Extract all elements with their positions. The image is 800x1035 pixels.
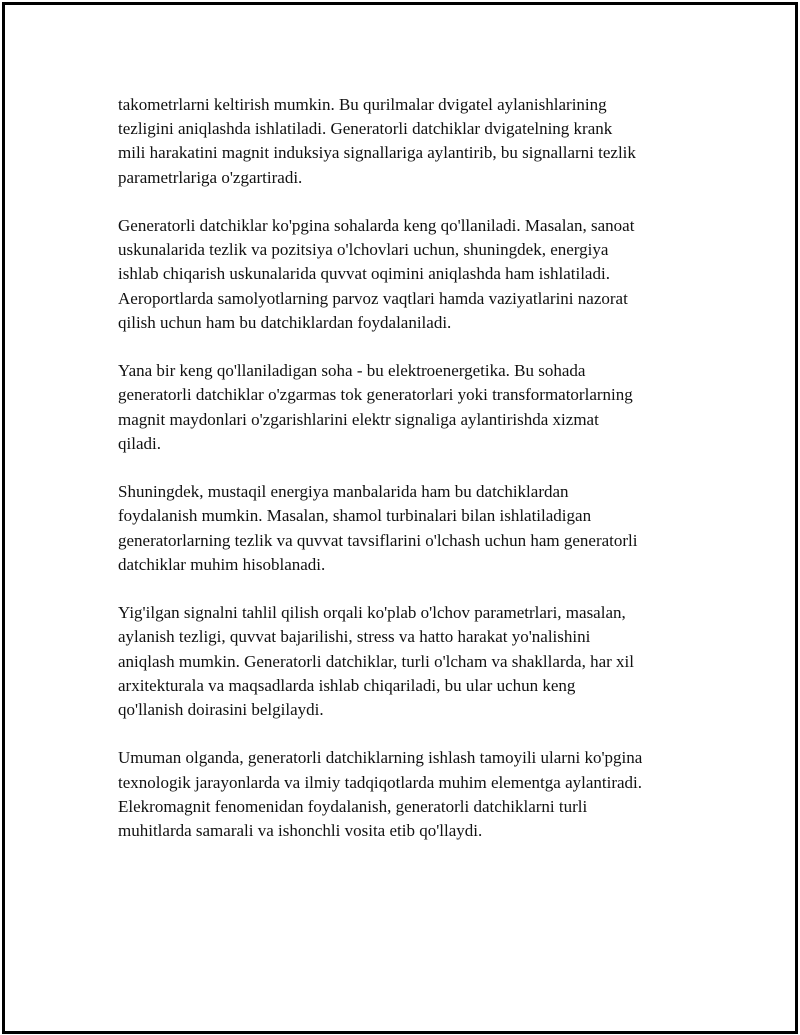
paragraph-3: Yana bir keng qo'llaniladigan soha - bu elektroenergetika. Bu sohada generatorli datchiklar o'zgarmas tok generatorlari yoki transformatorlarning magnit maydonlari o'zgarishlarini elektr signaliga aylantirishda xizmat qiladi. (118, 361, 633, 453)
paragraph-5: Yig'ilgan signalni tahlil qilish orqali ko'plab o'lchov parametrlari, masalan, aylanish tezligi, quvvat bajarilishi, stress va hatto harakat yo'nalishini aniqlash mumkin. Generatorli datchiklar, turli o'lcham va shakllarda, har xil arxitekturala va maqsadlarda ishlab chiqariladi, bu ular uchun keng qo'llanish doirasini belgilaydi. (118, 603, 635, 720)
paragraph-6: Umuman olganda, generatorli datchiklarning ishlash tamoyili ularni ko'pgina texnologik jarayonlarda va ilmiy tadqiqotlarda muhim elementga aylantiradi. Elekromagnit fenomenidan foydalanish, generatorli datchiklarni turli muhitlarda samarali va ishonchli vosita etib qo'llaydi. (118, 748, 643, 841)
paragraph-1: takometrlarni keltirish mumkin. Bu qurilmalar dvigatel aylanishlarining tezligini aniqlashda ishlatiladi. Generatorli datchiklar dvigatelning krank mili harakatini magnit induksiya signallariga aylantirib, bu signallarni tezlik parametrlariga o'zgartiradi. (118, 95, 636, 187)
document-body (118, 93, 698, 867)
paragraph-4: Shuningdek, mustaqil energiya manbalarida ham bu datchiklardan foydalanish mumkin. Masalan, shamol turbinalari bilan ishlatiladigan generatorlarning tezlik va quvvat tavsiflarini o'lchash uchun ham generatorli datchiklar muhim hisoblanadi. (118, 482, 638, 574)
paragraph-2: Generatorli datchiklar ko'pgina sohalarda keng qo'llaniladi. Masalan, sanoat uskunalarida tezlik va pozitsiya o'lchovlari uchun, shuningdek, energiya ishlab chiqarish uskunalarida quvvat oqimini aniqlashda ham ishlatiladi. Aeroportlarda samolyotlarning parvoz vaqtlari hamda vaziyatlarini nazorat qilish uchun ham bu datchiklardan foydalaniladi. (118, 216, 635, 332)
